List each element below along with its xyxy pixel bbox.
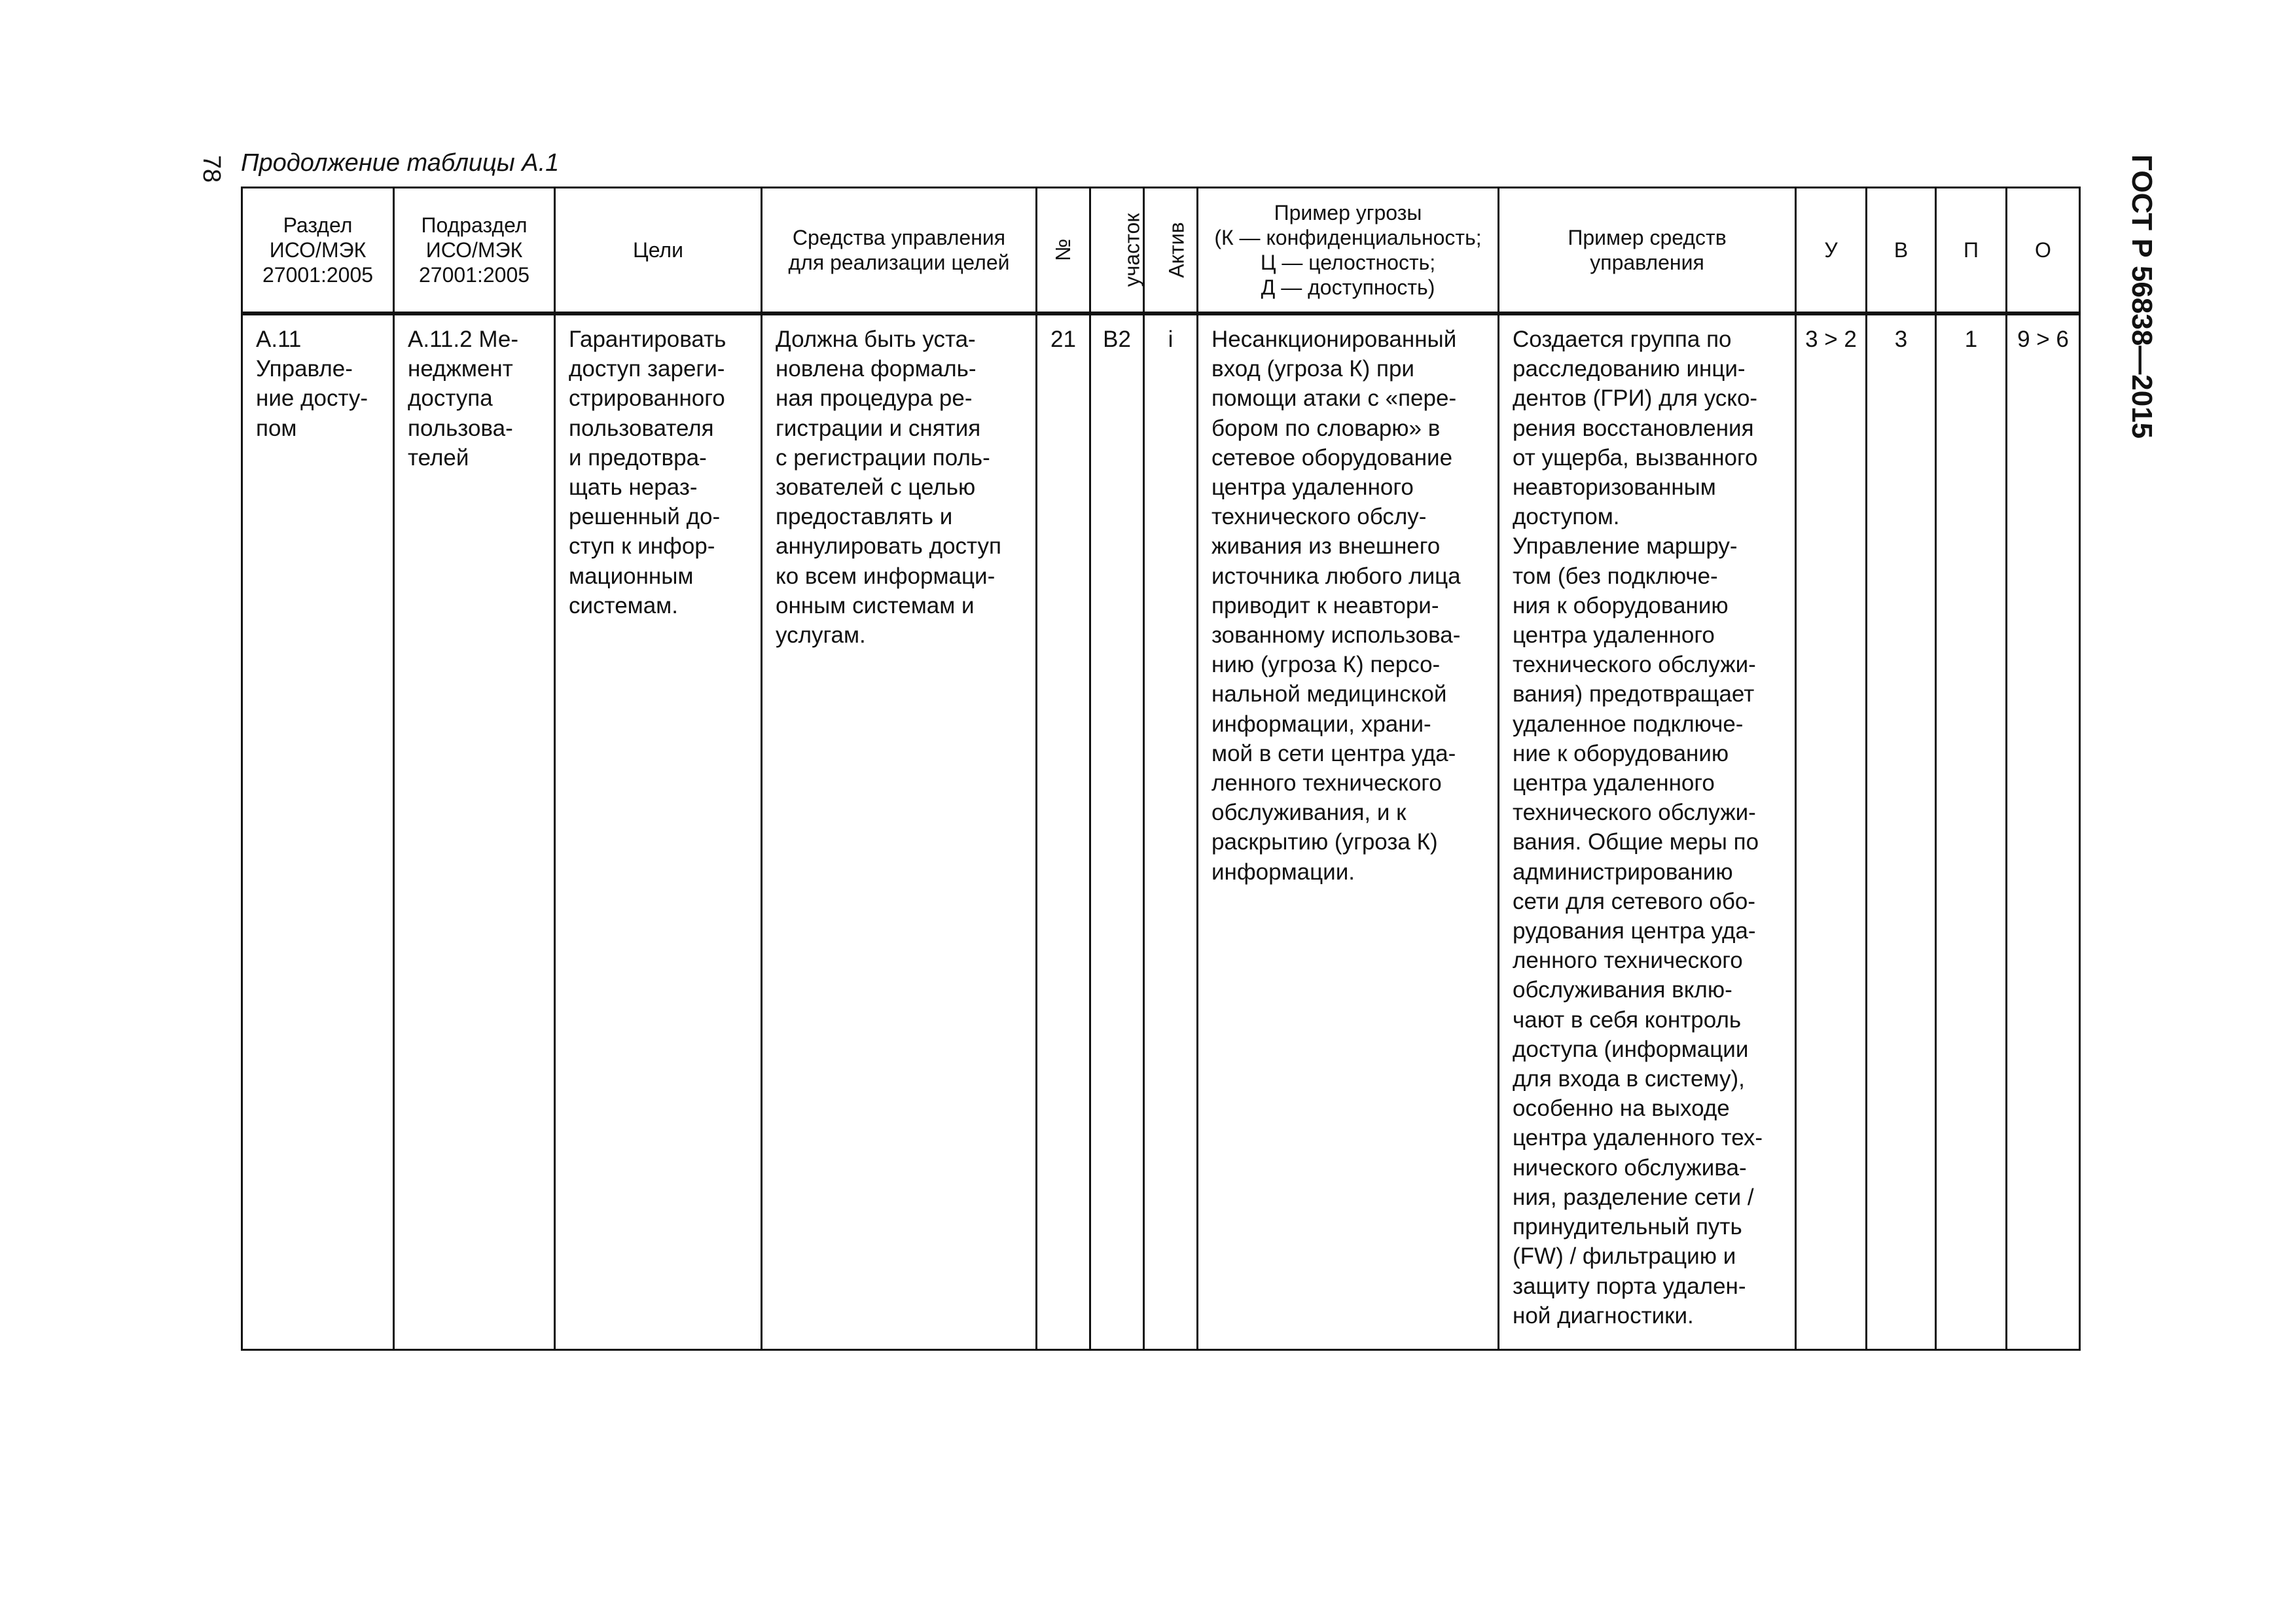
header-number-cell: [1037, 188, 1090, 314]
header-subsection: Подраздел ИСО/МЭК 27001:2005: [394, 188, 555, 314]
cell-asset: i: [1144, 313, 1198, 1350]
cell-section: А.11 Управле- ние досту- пом: [242, 313, 394, 1350]
table-row: [242, 313, 2080, 1350]
header-goals: Цели: [555, 188, 762, 314]
page-number: 78: [198, 154, 226, 183]
header-asset: Актив: [1164, 222, 1189, 278]
header-section: Раздел ИСО/МЭК 27001:2005: [242, 188, 394, 314]
header-site-cell: [1090, 188, 1144, 314]
header-number: №: [1051, 238, 1075, 262]
header-site: участок: [1120, 213, 1144, 287]
header-control-example: Пример средств управления: [1499, 188, 1796, 314]
cell-subsection: А.11.2 Ме- неджмент доступа пользова- телей: [394, 313, 555, 1350]
header-o: О: [2007, 188, 2080, 314]
cell-site: В2: [1090, 313, 1144, 1350]
cell-u: 3 > 2: [1796, 313, 1867, 1350]
control-table: [241, 187, 2081, 1351]
header-v: В: [1867, 188, 1936, 314]
header-asset-cell: [1144, 188, 1198, 314]
header-threat: Пример угрозы (К — конфиденциальность; Ц — целостность; Д — доступность): [1198, 188, 1499, 314]
cell-p: 1: [1936, 313, 2007, 1350]
cell-controls: Должна быть уста- новлена формаль- ная процедура ре- гистрации и снятия с регистрации поль- зователей с целью предоставлять и аннулировать доступ ко всем информаци- онным системам и услугам.: [762, 313, 1037, 1350]
cell-o: 9 > 6: [2007, 313, 2080, 1350]
header-controls: Средства управления для реализации целей: [762, 188, 1037, 314]
cell-goals: Гарантировать доступ зареги- стрированного пользователя и предотвра- щать нераз- решенный до- ступ к инфор- мационным системам.: [555, 313, 762, 1350]
header-p: П: [1936, 188, 2007, 314]
cell-control-example: Создается группа по расследованию инци- дентов (ГРИ) для уско- рения восстановления от ущерба, вызванного неавторизованным доступом. Управление маршру- том (без подключе- ния к оборудованию центра удаленного технического обслужи- вания) предотвращает удаленное подключе- ние к оборудованию центра удаленного технического обслужи- вания. Общие меры по администрированию сети для сетевого обо- рудования центра уда- ленного технического обслуживания вклю- чают в себя контроль доступа (информации для входа в систему), особенно на выходе центра удаленного тех- нического обслужива- ния, разделение сети / принудительный путь (FW) / фильтрацию и защиту порта удален- ной диагностики.: [1499, 313, 1796, 1350]
table-caption: Продолжение таблицы А.1: [241, 149, 560, 177]
standard-code: ГОСТ Р 56838—2015: [2126, 154, 2158, 439]
header-row: [242, 188, 2080, 314]
header-u: У: [1796, 188, 1867, 314]
cell-v: 3: [1867, 313, 1936, 1350]
cell-threat: Несанкционированный вход (угроза К) при помощи атаки с «пере- бором по словарю» в сетевое оборудование центра удаленного технического обслу- живания из внешнего источника любого лица приводит к неавтори- зованному использова- нию (угроза К) персо- нальной медицинской информации, храни- мой в сети центра уда- ленного технического обслуживания, и к раскрытию (угроза К) информации.: [1198, 313, 1499, 1350]
cell-number: 21: [1037, 313, 1090, 1350]
